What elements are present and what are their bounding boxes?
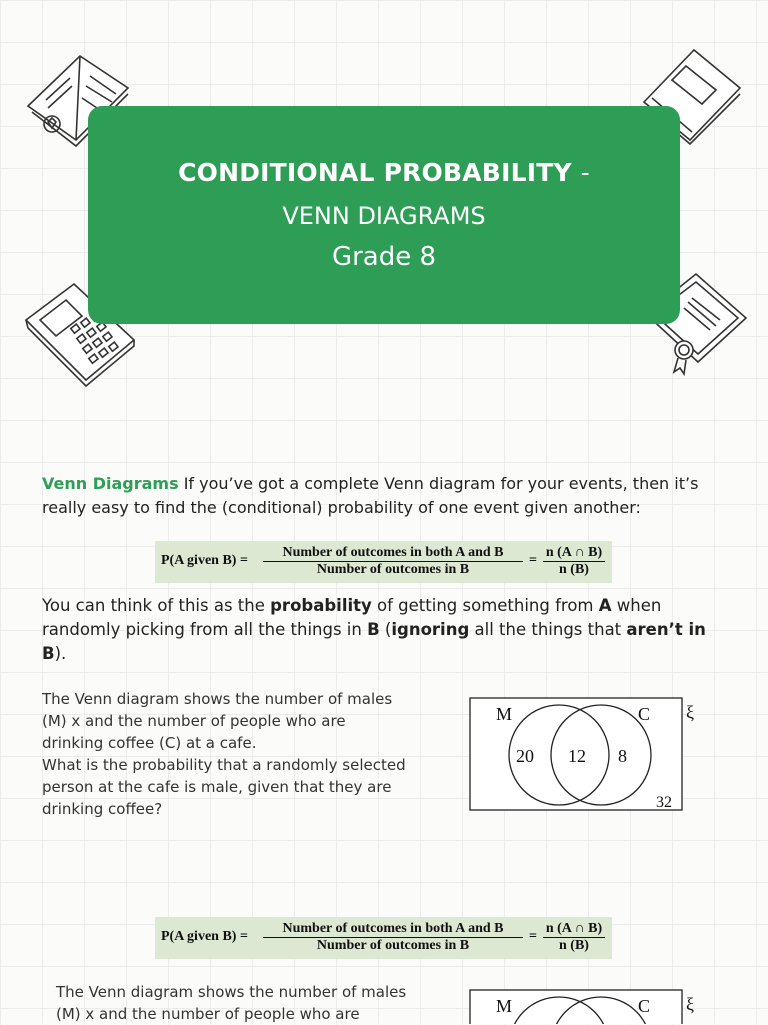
value-only-m: 20 — [516, 746, 534, 766]
svg-text:ξ: ξ — [686, 994, 695, 1014]
intro-lead: Venn Diagrams — [42, 474, 179, 493]
universal-symbol: ξ — [686, 702, 695, 722]
intro-text: If you’ve got a complete Venn diagram for your events, then it’s really easy to find the (conditional) probability of one event given another: — [42, 474, 699, 517]
label-m: M — [496, 704, 513, 724]
value-outside: 32 — [656, 794, 672, 811]
value-intersection: 12 — [568, 746, 586, 766]
venn-diagram-repeat — [468, 988, 708, 1024]
banner-subtitle: VENN DIAGRAMS — [282, 202, 486, 230]
intro-paragraph — [42, 472, 732, 520]
question-text: The Venn diagram shows the number of males (M) x and the number of people who are drinking coffee (C) at a cafe. What is the probability that a randomly selected person at the cafe is male, given that they are drinking coffee? — [42, 690, 406, 818]
svg-text:C: C — [638, 996, 651, 1016]
banner-title: CONDITIONAL PROBABILITY - — [178, 158, 590, 187]
title-banner — [88, 106, 680, 324]
value-only-c: 8 — [618, 746, 627, 766]
formula-box-repeat: P(A given B) = Number of outcomes in both A and B Number of outcomes in B = $\frac{n (A \cap B)}{n (B)}$ — [155, 917, 612, 959]
venn-diagram — [468, 696, 708, 814]
svg-text:M: M — [496, 996, 513, 1016]
banner-grade: Grade 8 — [331, 242, 437, 272]
explanation-paragraph: You can think of this as the probability of getting something from A when randomly picking from all the things in B (ignoring all the things that aren’t in B). — [42, 596, 706, 663]
question-text-repeat: The Venn diagram shows the number of males (M) x and the number of people who are — [56, 983, 407, 1023]
formula-box: P(A given B) = Number of outcomes in both A and B Number of outcomes in B = $\frac{n (A \cap B)}{n (B)}$ — [155, 541, 612, 583]
label-c: C — [638, 704, 651, 724]
